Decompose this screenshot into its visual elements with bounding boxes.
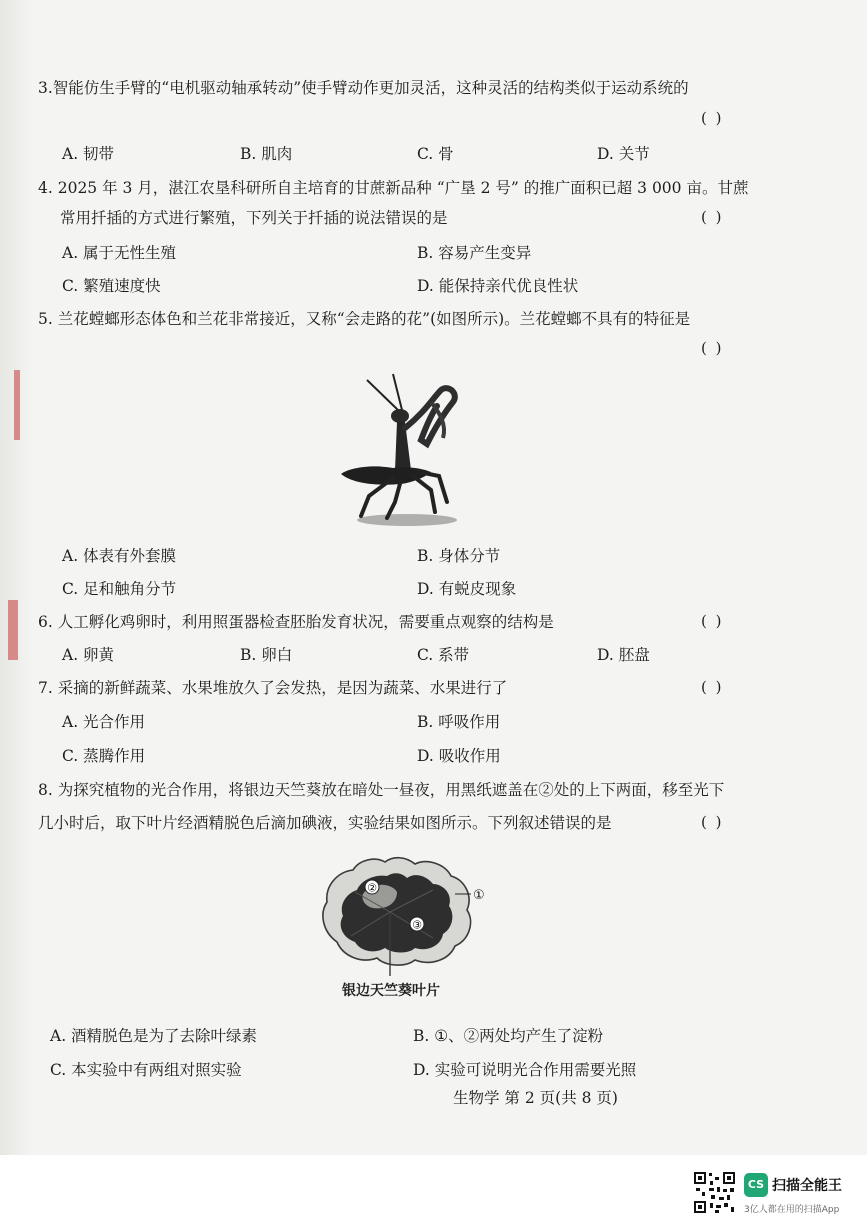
antenna: [367, 380, 398, 410]
question-4-stem-line-1: 4. 2025 年 3 月，湛江农垦科研所自主培育的甘蔗新品种 “广垦 2 号” 的推广面积已超 3 000 亩。甘蔗: [38, 179, 749, 197]
qr-code-icon: [693, 1171, 736, 1214]
question-7-option-a: A. 光合作用: [62, 713, 146, 731]
question-8-stem-line-2: 几小时后，取下叶片经酒精脱色后滴加碘液，实验结果如图所示。下列叙述错误的是: [38, 814, 612, 832]
question-3-answer-blank: ( ): [701, 109, 724, 127]
question-6-option-b: B. 卵白: [240, 646, 293, 664]
question-8-answer-blank: ( ): [701, 813, 724, 831]
question-8-option-a: A. 酒精脱色是为了去除叶绿素: [50, 1027, 258, 1045]
question-8-option-c: C. 本实验中有两组对照实验: [50, 1061, 242, 1079]
question-3-option-b: B. 肌肉: [240, 145, 293, 163]
question-4-option-d: D. 能保持亲代优良性状: [417, 277, 579, 295]
camscanner-logo-icon: CS: [744, 1173, 768, 1197]
question-3-option-a: A. 韧带: [62, 145, 115, 163]
question-3-option-d: D. 关节: [597, 145, 650, 163]
question-5-answer-blank: ( ): [701, 339, 724, 357]
leg: [387, 480, 401, 518]
question-4-option-a: A. 属于无性生殖: [62, 244, 177, 262]
geranium-leaf-diagram: [315, 852, 495, 976]
question-4-answer-blank: ( ): [701, 208, 724, 226]
scanner-app-name: 扫描全能王: [772, 1178, 842, 1194]
question-5-option-d: D. 有蜕皮现象: [417, 580, 517, 598]
orchid-mantis-image: [335, 372, 475, 532]
question-7-answer-blank: ( ): [701, 678, 724, 696]
question-7-option-c: C. 蒸腾作用: [62, 747, 146, 765]
head: [391, 409, 409, 423]
leaf-label-2: ②: [367, 881, 377, 895]
question-4-stem-line-2: 常用扦插的方式进行繁殖，下列关于扦插的说法错误的是: [60, 209, 448, 227]
question-7-option-b: B. 呼吸作用: [417, 713, 501, 731]
question-6-stem: 6. 人工孵化鸡卵时，利用照蛋器检查胚胎发育状况，需要重点观察的结构是: [38, 613, 554, 631]
question-4-option-b: B. 容易产生变异: [417, 244, 532, 262]
question-7-option-d: D. 吸收作用: [417, 747, 501, 765]
question-8-option-b: B. ①、②两处均产生了淀粉: [413, 1027, 604, 1045]
question-3-option-c: C. 骨: [417, 145, 454, 163]
question-7-stem: 7. 采摘的新鲜蔬菜、水果堆放久了会发热，是因为蔬菜、水果进行了: [38, 679, 508, 697]
scanner-app-tagline: 3亿人都在用的扫描App: [744, 1205, 840, 1215]
question-3-stem: 3.智能仿生手臂的“电机驱动轴承转动”使手臂动作更加灵活，这种灵活的结构类似于运动系统的: [38, 79, 689, 97]
question-6-option-d: D. 胚盘: [597, 646, 650, 664]
page-footer: 生物学 第 2 页(共 8 页): [453, 1089, 618, 1107]
question-8-stem-line-1: 8. 为探究植物的光合作用，将银边天竺葵放在暗处一昼夜，用黑纸遮盖在②处的上下两面，移至光下: [38, 781, 725, 799]
pen-mark: [8, 600, 18, 660]
question-6-answer-blank: ( ): [701, 612, 724, 630]
leaf-figure-caption: 银边天竺葵叶片: [342, 983, 440, 999]
question-5-option-a: A. 体表有外套膜: [62, 547, 177, 565]
question-6-option-c: C. 系带: [417, 646, 470, 664]
question-5-option-c: C. 足和触角分节: [62, 580, 177, 598]
forelegs: [405, 388, 455, 444]
question-6-option-a: A. 卵黄: [62, 646, 115, 664]
question-5-stem: 5. 兰花螳螂形态体色和兰花非常接近，又称“会走路的花”(如图所示)。兰花螳螂不具有的特征是: [38, 310, 691, 328]
leg: [413, 476, 435, 512]
question-4-option-c: C. 繁殖速度快: [62, 277, 161, 295]
scanner-watermark-bar: [0, 1155, 867, 1228]
leaf-label-3: ③: [412, 918, 422, 932]
antenna: [393, 374, 402, 410]
pen-mark: [14, 370, 20, 440]
shadow: [357, 514, 457, 526]
leaf-label-1: ①: [473, 888, 485, 903]
binding-margin: [0, 0, 32, 1155]
question-8-option-d: D. 实验可说明光合作用需要光照: [413, 1061, 637, 1079]
question-5-option-b: B. 身体分节: [417, 547, 501, 565]
